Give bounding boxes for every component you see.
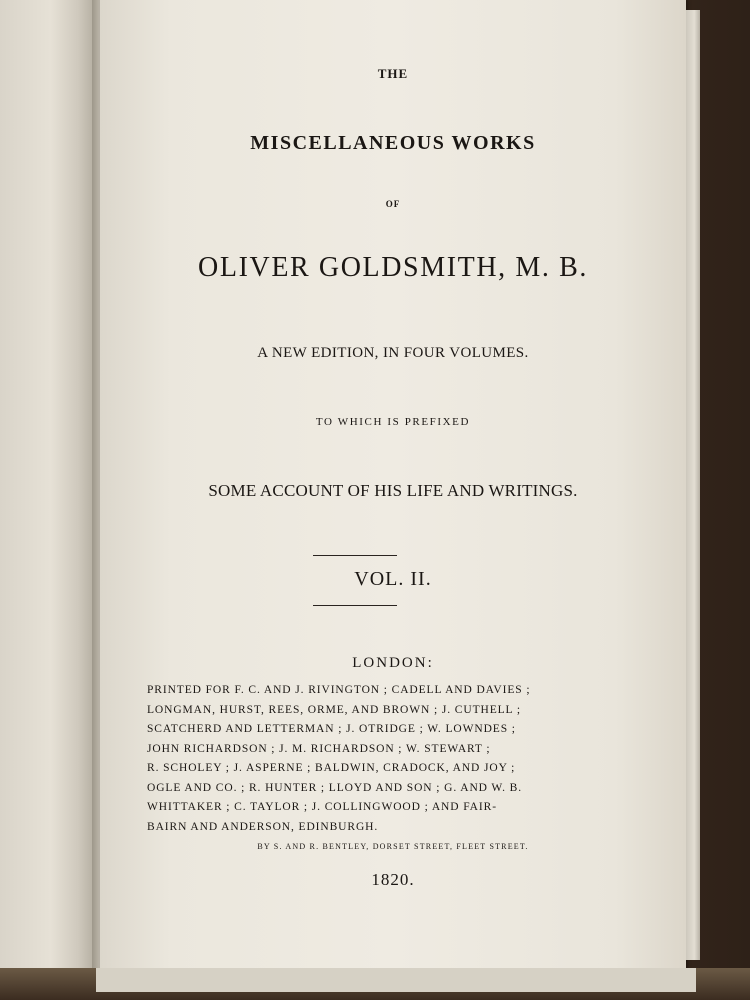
imprint-line: R. SCHOLEY ; J. ASPERNE ; BALDWIN, CRADOCK, AND JOY ; [147,762,516,774]
life-account: SOME ACCOUNT OF HIS LIFE AND WRITINGS. [208,481,578,500]
article-the: THE [377,66,409,81]
title-page-text [100,0,686,992]
printer-credit: BY S. AND R. BENTLEY, DORSET STREET, FLEET STREET. [257,842,529,851]
imprint-line: WHITTAKER ; C. TAYLOR ; J. COLLINGWOOD ; AND FAIR- [147,801,497,813]
imprint-line: JOHN RICHARDSON ; J. M. RICHARDSON ; W. STEWART ; [147,742,491,755]
imprint-line: SCATCHERD AND LETTERMAN ; J. OTRIDGE ; W. LOWNDES ; [147,723,516,735]
publication-city: LONDON: [352,655,434,671]
lower-rule [313,605,397,606]
works-title: MISCELLANEOUS WORKS [250,132,536,154]
edition-statement: A NEW EDITION, IN FOUR VOLUMES. [257,345,529,361]
facing-page [0,0,93,975]
imprint-line: PRINTED FOR F. C. AND J. RIVINGTON ; CADELL AND DAVIES ; [147,684,531,696]
prefix-statement: TO WHICH IS PREFIXED [315,416,471,428]
author-name: OLIVER GOLDSMITH, M. B. [198,252,588,283]
upper-rule [313,555,397,556]
publication-year: 1820. [371,870,415,889]
imprint-line: OGLE AND CO. ; R. HUNTER ; LLOYD AND SON ; G. AND W. B. [147,781,523,794]
page-edge [686,10,700,960]
preposition-of: OF [385,199,401,209]
volume-number: VOL. II. [354,568,432,590]
imprint [147,681,622,837]
imprint-line: LONGMAN, HURST, REES, ORME, AND BROWN ; J. CUTHELL ; [147,703,521,716]
imprint-line: BAIRN AND ANDERSON, EDINBURGH. [147,820,379,833]
